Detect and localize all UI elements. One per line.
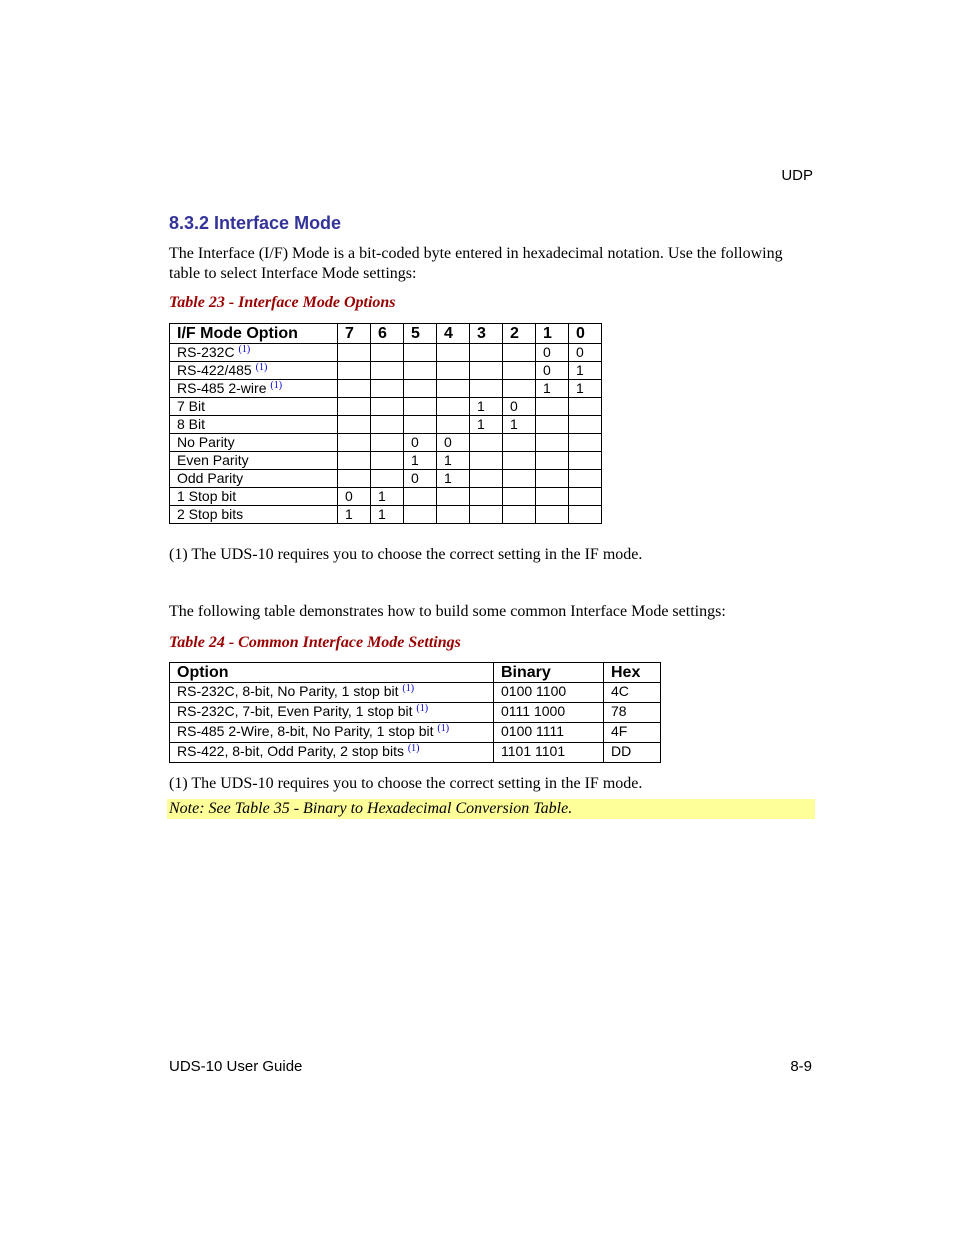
- bit-cell: 0: [536, 362, 569, 380]
- bit-cell: 0: [404, 470, 437, 488]
- table-row: [170, 380, 602, 398]
- bit-cell: 0: [569, 344, 602, 362]
- bit-cell: 1: [404, 452, 437, 470]
- bit-cell: [404, 380, 437, 398]
- bit-cell: [536, 434, 569, 452]
- bit-cell: [437, 488, 470, 506]
- binary-cell: 0111 1000: [494, 703, 604, 723]
- option-label: No Parity: [177, 434, 235, 450]
- option-label-cell: [170, 452, 338, 470]
- table-24-caption: Table 24 - Common Interface Mode Settings: [169, 634, 461, 651]
- column-header: 2: [503, 324, 536, 344]
- column-header: 3: [470, 324, 503, 344]
- column-header: Option: [170, 663, 494, 683]
- note-highlight: Note: See Table 35 - Binary to Hexadecimal Conversion Table.: [167, 799, 815, 819]
- bit-cell: [437, 506, 470, 524]
- bit-cell: [569, 470, 602, 488]
- column-header: 5: [404, 324, 437, 344]
- footer-page-number: 8-9: [790, 1058, 812, 1075]
- hex-cell: 78: [604, 703, 661, 723]
- bit-cell: [470, 362, 503, 380]
- bit-cell: [338, 452, 371, 470]
- bit-cell: [404, 398, 437, 416]
- footnote-marker: (1): [402, 683, 415, 694]
- binary-cell: 0100 1100: [494, 683, 604, 703]
- bit-cell: 0: [338, 488, 371, 506]
- table-23-caption: Table 23 - Interface Mode Options: [169, 294, 396, 311]
- bit-cell: [437, 416, 470, 434]
- bit-cell: [503, 488, 536, 506]
- bit-cell: [437, 398, 470, 416]
- binary-cell: 1101 1101: [494, 743, 604, 763]
- table-row: [170, 723, 661, 743]
- option-label-cell: [170, 362, 338, 380]
- option-text: RS-232C, 8-bit, No Parity, 1 stop bit: [177, 683, 399, 699]
- bit-cell: 1: [437, 470, 470, 488]
- bit-cell: 0: [437, 434, 470, 452]
- table-row: [170, 416, 602, 434]
- option-cell: [170, 683, 494, 703]
- bit-cell: [437, 380, 470, 398]
- table-row: [170, 398, 602, 416]
- table-row: [170, 344, 602, 362]
- interface-mode-options-table: [169, 323, 602, 524]
- bit-cell: 1: [338, 506, 371, 524]
- bit-cell: [470, 434, 503, 452]
- bit-cell: 1: [569, 362, 602, 380]
- bit-cell: [404, 362, 437, 380]
- bit-cell: [371, 452, 404, 470]
- option-label-cell: [170, 434, 338, 452]
- bit-cell: [503, 434, 536, 452]
- column-header: Hex: [604, 663, 661, 683]
- table-row: [170, 470, 602, 488]
- column-header: I/F Mode Option: [170, 324, 338, 344]
- table-row: [170, 506, 602, 524]
- footnote-marker: (1): [407, 743, 420, 754]
- bit-cell: [569, 506, 602, 524]
- bit-cell: [371, 380, 404, 398]
- bit-cell: 0: [536, 344, 569, 362]
- bit-cell: 1: [437, 452, 470, 470]
- bit-cell: [338, 344, 371, 362]
- footnote-marker: (1): [270, 380, 283, 391]
- table-header-row: [170, 663, 661, 683]
- option-label: Even Parity: [177, 452, 249, 468]
- bit-cell: [470, 452, 503, 470]
- option-label: RS-232C: [177, 344, 235, 360]
- bit-cell: [338, 398, 371, 416]
- option-text: RS-232C, 7-bit, Even Parity, 1 stop bit: [177, 703, 413, 719]
- option-label-cell: [170, 416, 338, 434]
- column-header: 0: [569, 324, 602, 344]
- footnote-marker: (1): [416, 703, 429, 714]
- option-label-cell: [170, 488, 338, 506]
- bit-cell: [338, 362, 371, 380]
- common-interface-mode-settings-table: [169, 662, 661, 763]
- bit-cell: [437, 362, 470, 380]
- bit-cell: [569, 488, 602, 506]
- option-label-cell: [170, 344, 338, 362]
- table-row: [170, 703, 661, 723]
- table-row: [170, 452, 602, 470]
- hex-cell: 4C: [604, 683, 661, 703]
- paragraph-common-settings: The following table demonstrates how to build some common Interface Mode settings:: [169, 603, 726, 620]
- binary-cell: 0100 1111: [494, 723, 604, 743]
- column-header: Binary: [494, 663, 604, 683]
- column-header: 6: [371, 324, 404, 344]
- bit-cell: 0: [503, 398, 536, 416]
- column-header: 4: [437, 324, 470, 344]
- bit-cell: [371, 470, 404, 488]
- bit-cell: [404, 488, 437, 506]
- option-label: RS-422/485: [177, 362, 252, 378]
- bit-cell: [338, 416, 371, 434]
- bit-cell: [536, 416, 569, 434]
- option-label: RS-485 2-wire: [177, 380, 267, 396]
- column-header: 7: [338, 324, 371, 344]
- option-cell: [170, 703, 494, 723]
- table-24-footnote: (1) The UDS-10 requires you to choose the correct setting in the IF mode.: [169, 775, 643, 792]
- option-label: Odd Parity: [177, 470, 244, 486]
- bit-cell: [503, 380, 536, 398]
- option-text: RS-485 2-Wire, 8-bit, No Parity, 1 stop bit: [177, 723, 434, 739]
- bit-cell: [569, 398, 602, 416]
- bit-cell: [503, 506, 536, 524]
- option-label: 1 Stop bit: [177, 488, 237, 504]
- bit-cell: [371, 398, 404, 416]
- footnote-marker: (1): [255, 362, 268, 373]
- bit-cell: [371, 362, 404, 380]
- bit-cell: [569, 452, 602, 470]
- column-header: 1: [536, 324, 569, 344]
- option-label-cell: [170, 398, 338, 416]
- bit-cell: [338, 380, 371, 398]
- bit-cell: 1: [371, 506, 404, 524]
- bit-cell: [536, 398, 569, 416]
- hex-cell: DD: [604, 743, 661, 763]
- bit-cell: [338, 434, 371, 452]
- bit-cell: [569, 434, 602, 452]
- bit-cell: [437, 344, 470, 362]
- bit-cell: [470, 344, 503, 362]
- bit-cell: 1: [371, 488, 404, 506]
- bit-cell: [569, 416, 602, 434]
- bit-cell: [470, 470, 503, 488]
- bit-cell: [536, 506, 569, 524]
- footnote-marker: (1): [437, 723, 450, 734]
- bit-cell: 1: [470, 416, 503, 434]
- bit-cell: [404, 416, 437, 434]
- footer-title: UDS-10 User Guide: [169, 1058, 303, 1075]
- hex-cell: 4F: [604, 723, 661, 743]
- bit-cell: [371, 434, 404, 452]
- bit-cell: [536, 470, 569, 488]
- table-row: [170, 683, 661, 703]
- running-header: UDP: [781, 167, 813, 184]
- table-row: [170, 743, 661, 763]
- bit-cell: [470, 488, 503, 506]
- bit-cell: [371, 416, 404, 434]
- footnote-marker: (1): [238, 344, 251, 355]
- bit-cell: [503, 452, 536, 470]
- bit-cell: 1: [569, 380, 602, 398]
- bit-cell: [470, 506, 503, 524]
- bit-cell: [536, 452, 569, 470]
- option-label: 2 Stop bits: [177, 506, 244, 522]
- option-text: RS-422, 8-bit, Odd Parity, 2 stop bits: [177, 743, 404, 759]
- option-cell: [170, 723, 494, 743]
- bit-cell: [338, 470, 371, 488]
- intro-paragraph: The Interface (I/F) Mode is a bit-coded byte entered in hexadecimal notation. Use the following table to select Interface Mode settings:: [169, 245, 783, 282]
- table-header-row: [170, 324, 602, 344]
- option-label-cell: [170, 470, 338, 488]
- option-label: 7 Bit: [177, 398, 206, 414]
- bit-cell: [404, 344, 437, 362]
- bit-cell: [371, 344, 404, 362]
- table-row: [170, 362, 602, 380]
- section-title: 8.3.2 Interface Mode: [169, 213, 342, 233]
- option-label-cell: [170, 380, 338, 398]
- bit-cell: [470, 380, 503, 398]
- bit-cell: [536, 488, 569, 506]
- option-cell: [170, 743, 494, 763]
- bit-cell: 1: [536, 380, 569, 398]
- table-23-footnote: (1) The UDS-10 requires you to choose the correct setting in the IF mode.: [169, 546, 643, 563]
- bit-cell: 1: [470, 398, 503, 416]
- table-row: [170, 434, 602, 452]
- option-label: 8 Bit: [177, 416, 206, 432]
- bit-cell: 1: [503, 416, 536, 434]
- bit-cell: [503, 344, 536, 362]
- option-label-cell: [170, 506, 338, 524]
- table-row: [170, 488, 602, 506]
- bit-cell: [404, 506, 437, 524]
- bit-cell: [503, 362, 536, 380]
- bit-cell: 0: [404, 434, 437, 452]
- bit-cell: [503, 470, 536, 488]
